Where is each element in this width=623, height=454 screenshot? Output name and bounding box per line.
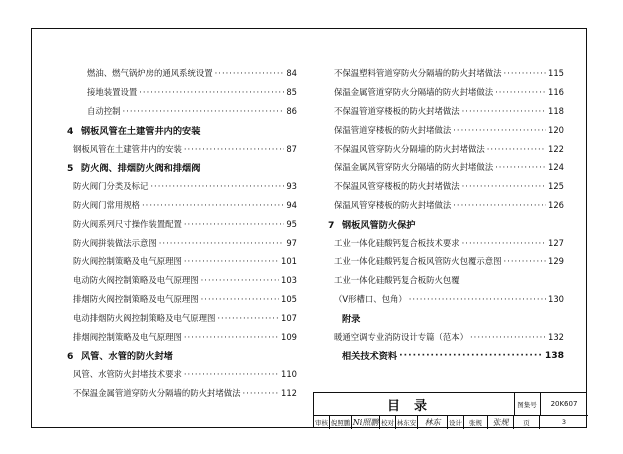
toc-entry-title: 保温风管穿楼板的防火封堵做法 bbox=[334, 199, 452, 210]
toc-page-number: 101 bbox=[281, 256, 297, 267]
toc-entry bbox=[328, 83, 564, 102]
toc-entry-title: 不保温管道穿楼板的防火封堵做法 bbox=[334, 105, 460, 116]
toc-page-number: 87 bbox=[286, 143, 297, 154]
toc-entry bbox=[67, 308, 297, 327]
toc-entry-title: 保温金属风管穿防火分隔墙的防火封堵做法 bbox=[334, 162, 494, 173]
toc-entry-title: 不保温风管穿楼板的防火封堵做法 bbox=[334, 181, 460, 192]
toc-page-number: 125 bbox=[548, 181, 564, 192]
toc-page-number: 86 bbox=[286, 105, 297, 116]
toc-section-heading bbox=[328, 214, 564, 233]
proof-label: 校对 bbox=[380, 415, 396, 429]
toc-page-number: 118 bbox=[548, 105, 564, 116]
toc-entry bbox=[67, 327, 297, 346]
dot-leader bbox=[495, 87, 546, 97]
toc-entry bbox=[328, 120, 564, 139]
dot-leader bbox=[150, 181, 284, 191]
toc-entry-title: 工业一体化硅酸钙复合板技术要求 bbox=[334, 237, 460, 248]
reviewer-signature: Ni照鹏 bbox=[352, 415, 380, 429]
toc-entry-title: 不保温金属管道穿防火分隔墙的防火封堵做法 bbox=[73, 387, 241, 398]
toc-entry-title: 风管、水管的防火封堵 bbox=[81, 351, 173, 363]
toc-entry-title: 工业一体化硅酸钙复合板防火包覆 bbox=[334, 275, 460, 286]
toc-page-number: 105 bbox=[281, 293, 297, 304]
toc-entry-title: 自动控制 bbox=[87, 105, 121, 116]
toc-page-number: 129 bbox=[548, 256, 564, 267]
toc-entry-title: 防火阀门常用规格 bbox=[73, 199, 140, 210]
dot-leader bbox=[201, 275, 279, 285]
toc-entry bbox=[67, 252, 297, 271]
toc-section-number: 4 bbox=[67, 125, 74, 137]
proofer-name: 林东安 bbox=[396, 415, 418, 429]
toc-page-number: 132 bbox=[548, 331, 564, 342]
dot-leader bbox=[462, 181, 546, 191]
toc-entry-title: 不保温风管穿防火分隔墙的防火封堵做法 bbox=[334, 143, 485, 154]
toc-page-number: 120 bbox=[548, 124, 564, 135]
toc-entry bbox=[67, 214, 297, 233]
dot-leader bbox=[184, 219, 284, 229]
toc-page-number: 95 bbox=[286, 218, 297, 229]
toc-section-number: 5 bbox=[67, 163, 74, 175]
toc-entry-title: 钢板风管在土建管井内的安装 bbox=[81, 125, 201, 137]
toc-section-number: 6 bbox=[67, 351, 74, 363]
toc-entry-title: 钢板风管防火保护 bbox=[342, 219, 416, 231]
toc-entry bbox=[67, 384, 297, 403]
toc-entry bbox=[328, 139, 564, 158]
designer-name: 张规 bbox=[464, 415, 488, 429]
toc-entry-title: 电动排烟防火阀控制策略及电气原理图 bbox=[73, 312, 216, 323]
toc-entry-title: 风管、水管防火封堵技术要求 bbox=[73, 369, 182, 380]
title-block-title: 目录 bbox=[314, 393, 515, 416]
dot-leader bbox=[215, 68, 285, 78]
designer-signature: 张规 bbox=[488, 415, 514, 429]
toc-entry-title: 暖通空调专业消防设计专篇（范本） bbox=[334, 331, 468, 342]
toc-left-column bbox=[67, 64, 297, 402]
review-label: 审核 bbox=[314, 415, 330, 429]
dot-leader bbox=[487, 144, 546, 154]
design-label: 设计 bbox=[448, 415, 464, 429]
toc-entry-title: 保温管道穿楼板的防火封堵做法 bbox=[334, 124, 452, 135]
toc-page-number: 115 bbox=[548, 68, 564, 79]
toc-entry bbox=[328, 327, 564, 346]
toc-page-number: 97 bbox=[286, 237, 297, 248]
toc-page-number: 122 bbox=[548, 143, 564, 154]
toc-entry bbox=[328, 290, 564, 309]
toc-page-number: 116 bbox=[548, 87, 564, 98]
title-block bbox=[313, 392, 587, 428]
toc-entry-title: 防火阀门分类及标记 bbox=[73, 181, 149, 192]
toc-entry bbox=[328, 177, 564, 196]
toc-entry-title: 电动防火阀控制策略及电气原理图 bbox=[73, 275, 199, 286]
toc-entry bbox=[328, 158, 564, 177]
dot-leader bbox=[504, 68, 547, 78]
toc-entry bbox=[328, 102, 564, 121]
toc-entry-title: 不保温塑料管道穿防火分隔墙的防火封堵做法 bbox=[334, 68, 502, 79]
toc-entry-title: 燃油、燃气锅炉房的通风系统设置 bbox=[87, 68, 213, 79]
toc-section-heading bbox=[67, 346, 297, 365]
toc-page-number: 112 bbox=[281, 387, 297, 398]
toc-section-heading bbox=[328, 308, 564, 327]
dot-leader bbox=[243, 388, 280, 398]
dot-leader bbox=[409, 294, 546, 304]
toc-page-number: 126 bbox=[548, 199, 564, 210]
page-label: 页 bbox=[514, 415, 540, 429]
toc-entry bbox=[67, 83, 297, 102]
toc-entry bbox=[67, 233, 297, 252]
atlas-number: 20K607 bbox=[540, 393, 588, 416]
proofer-signature: 林东 bbox=[418, 415, 448, 429]
dot-leader bbox=[462, 238, 546, 248]
toc-entry-title: 防火阀系列尺寸操作装置配置 bbox=[73, 218, 182, 229]
toc-page-number: 103 bbox=[281, 275, 297, 286]
dot-leader bbox=[201, 294, 279, 304]
toc-page-number: 130 bbox=[548, 293, 564, 304]
page-number: 3 bbox=[561, 418, 567, 426]
toc-entry-title: 防火阀控制策略及电气原理图 bbox=[73, 256, 182, 267]
dot-leader bbox=[462, 106, 546, 116]
toc-page-number: 124 bbox=[548, 162, 564, 173]
dot-leader bbox=[184, 369, 279, 379]
toc-entry bbox=[67, 64, 297, 83]
toc-entry-title: 排烟阀控制策略及电气原理图 bbox=[73, 331, 182, 342]
toc-page-number: 85 bbox=[286, 87, 297, 98]
toc-entry-title: 排烟防火阀控制策略及电气原理图 bbox=[73, 293, 199, 304]
toc-entry-title: 保温金属管道穿防火分隔墙的防火封堵做法 bbox=[334, 87, 494, 98]
toc-entry bbox=[67, 290, 297, 309]
toc-page-number: 94 bbox=[286, 199, 297, 210]
toc-entry bbox=[67, 139, 297, 158]
dot-leader bbox=[139, 87, 284, 97]
toc-entry bbox=[67, 177, 297, 196]
toc-page-number: 127 bbox=[548, 237, 564, 248]
toc-page-number: 84 bbox=[286, 68, 297, 79]
toc-entry-title: 钢板风管在土建管井内的安装 bbox=[73, 143, 182, 154]
toc-entry bbox=[67, 102, 297, 121]
atlas-number-label: 图集号 bbox=[514, 393, 541, 416]
toc-entry bbox=[328, 196, 564, 215]
dot-leader bbox=[184, 256, 279, 266]
dot-leader bbox=[184, 332, 279, 342]
dot-leader bbox=[159, 238, 285, 248]
toc-entry bbox=[328, 64, 564, 83]
toc-right-column bbox=[328, 64, 564, 365]
title-block-signature-row bbox=[314, 415, 588, 429]
toc-entry-title: 防火阀拼装做法示意图 bbox=[73, 237, 157, 248]
toc-page-number: 138 bbox=[544, 349, 564, 361]
toc-page-number: 110 bbox=[281, 369, 297, 380]
dot-leader bbox=[142, 200, 284, 210]
toc-entry bbox=[328, 233, 564, 252]
toc-page-number: 109 bbox=[281, 331, 297, 342]
dot-leader bbox=[184, 144, 284, 154]
toc-section-heading bbox=[67, 120, 297, 139]
toc-entry bbox=[67, 196, 297, 215]
toc-page-number: 93 bbox=[286, 181, 297, 192]
dot-leader bbox=[504, 256, 547, 266]
toc-section-heading bbox=[67, 158, 297, 177]
toc-entry-title: 防火阀、排烟防火阀和排烟阀 bbox=[81, 163, 201, 175]
dot-leader bbox=[453, 200, 546, 210]
toc-section-number: 7 bbox=[328, 219, 335, 231]
toc-entry bbox=[67, 365, 297, 384]
toc-entry-title: 工业一体化硅酸钙复合板风管防火包覆示意图 bbox=[334, 256, 502, 267]
reviewer-name: 倪照鹏 bbox=[330, 415, 352, 429]
dot-leader bbox=[470, 332, 546, 342]
toc-entry-title: 附录 bbox=[342, 313, 361, 325]
dot-leader bbox=[495, 162, 546, 172]
dot-leader bbox=[123, 106, 285, 116]
dot-leader bbox=[399, 350, 543, 361]
toc-entry-title: 接地装置设置 bbox=[87, 87, 138, 98]
toc-entry-title: 相关技术资料 bbox=[342, 351, 398, 363]
dot-leader bbox=[453, 125, 546, 135]
toc-entry bbox=[328, 252, 564, 271]
toc-entry bbox=[328, 271, 564, 290]
dot-leader bbox=[217, 313, 279, 323]
toc-entry bbox=[67, 271, 297, 290]
toc-section-heading bbox=[328, 346, 564, 365]
toc-entry-title: （V形槽口、包角） bbox=[334, 293, 407, 304]
toc-page-number: 107 bbox=[281, 312, 297, 323]
